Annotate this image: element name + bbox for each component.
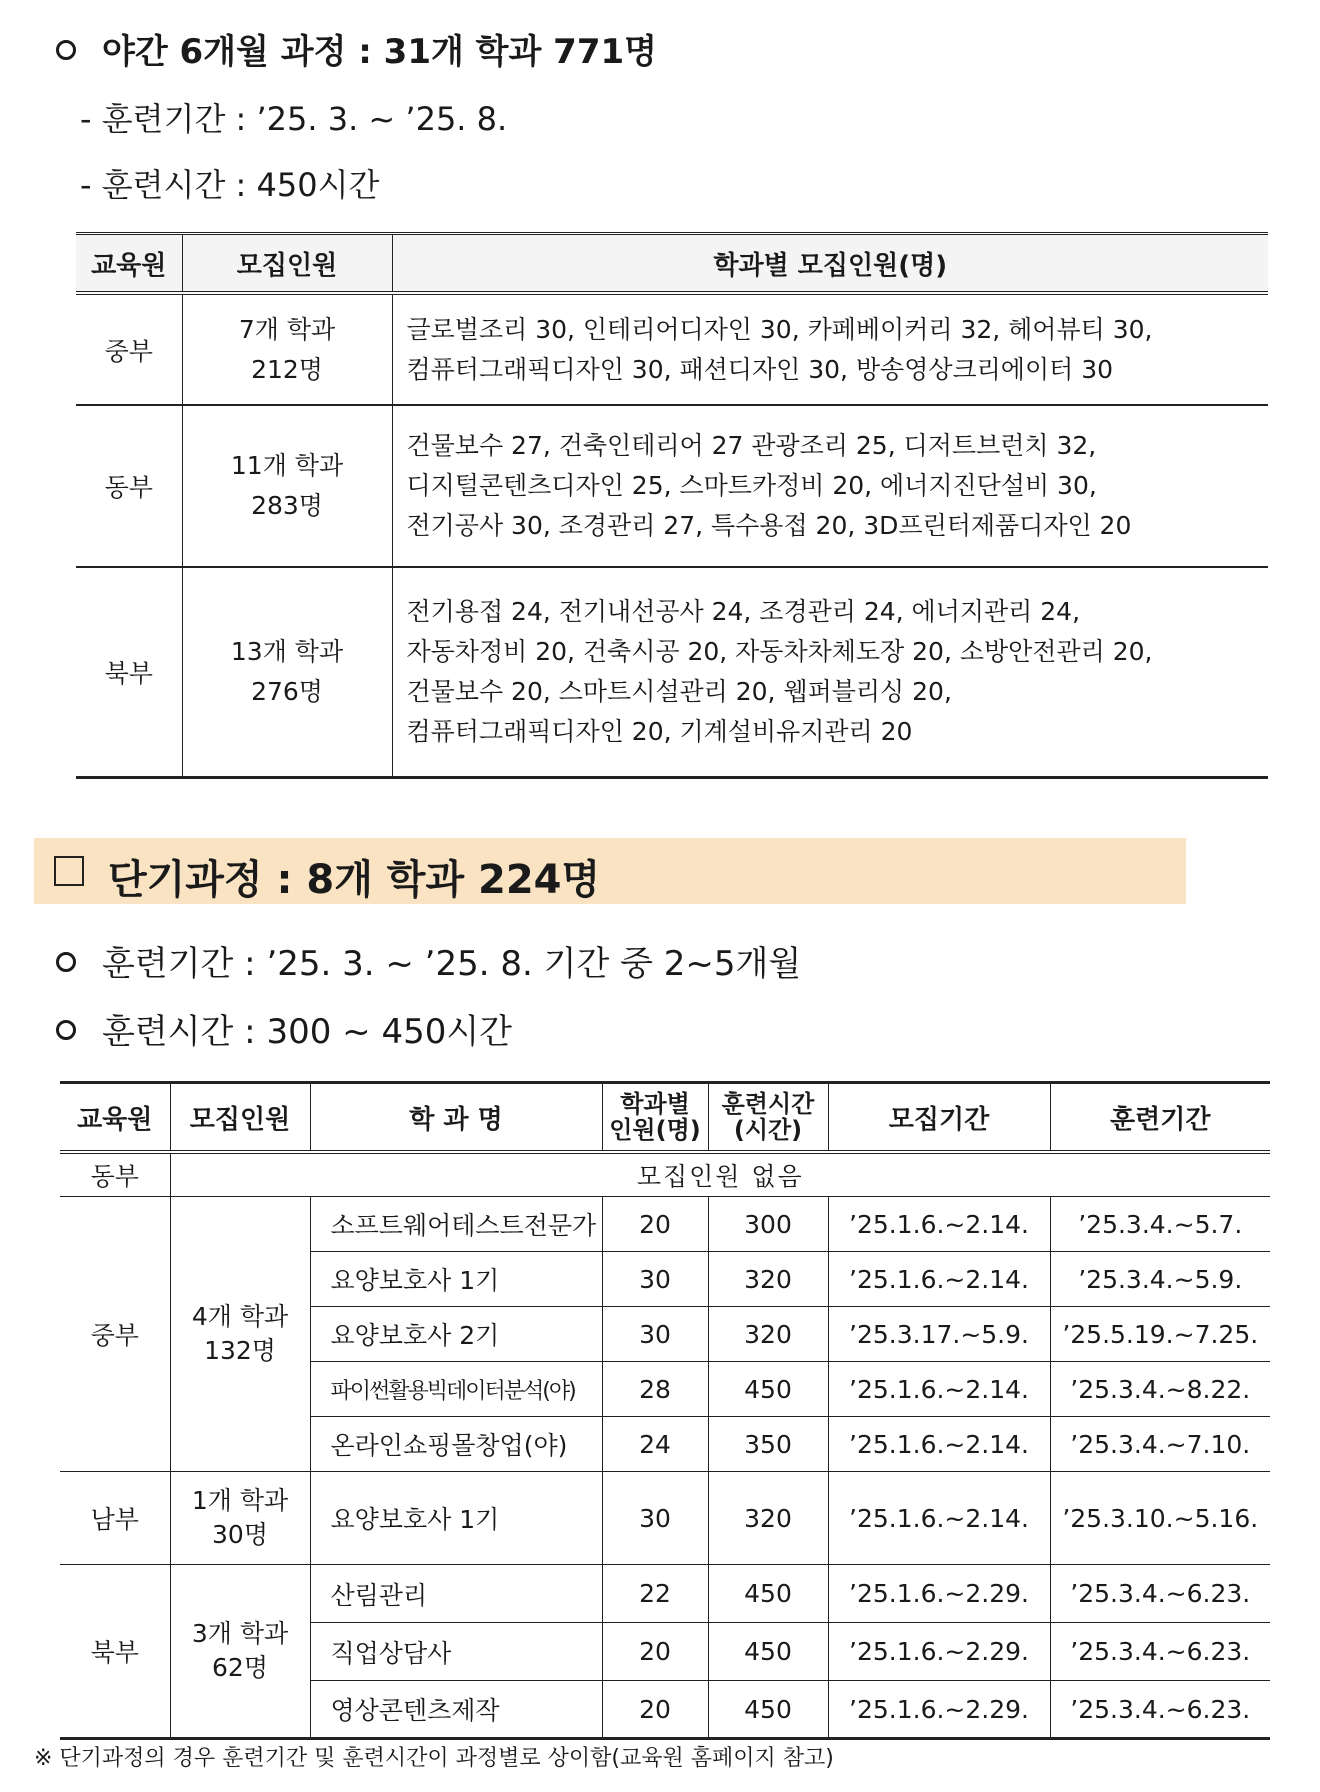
course-name: 산림관리	[310, 1565, 602, 1623]
count-cell	[170, 1197, 310, 1472]
course-name: 직업상담사	[310, 1623, 602, 1681]
circle-bullet-icon	[56, 40, 76, 60]
short-training-hours: 훈련시간 : 300 ~ 450시간	[102, 1012, 513, 1052]
course-count: 13개 학과	[230, 636, 344, 666]
night-course-title: 야간 6개월 과정 : 31개 학과 771명	[102, 32, 658, 72]
recruit-period-cell: ’25.1.6.~2.29.	[828, 1681, 1050, 1739]
header-line: (시간)	[733, 1116, 803, 1144]
center-cell: 동부	[76, 405, 182, 567]
recruit-period-cell: ’25.1.6.~2.14.	[828, 1472, 1050, 1565]
header-recruit-period: 모집기간	[828, 1083, 1050, 1153]
center-cell: 동부	[60, 1152, 170, 1197]
short-training-period: 훈련기간 : ’25. 3. ~ ’25. 8. 기간 중 2~5개월	[102, 944, 802, 984]
hours-cell: 450	[708, 1362, 828, 1417]
training-period-cell: ’25.3.4.~6.23.	[1050, 1681, 1270, 1739]
table-header-row	[60, 1083, 1270, 1153]
header-line: 인원(명)	[609, 1116, 701, 1144]
people-cell: 20	[602, 1623, 708, 1681]
training-period-cell: ’25.3.4.~5.7.	[1050, 1197, 1270, 1252]
center-cell: 중부	[60, 1197, 170, 1472]
course-list-line: 글로벌조리 30, 인테리어디자인 30, 카페베이커리 32, 헤어뷰티 30,	[406, 314, 1153, 344]
course-list-line: 건물보수 27, 건축인테리어 27 관광조리 25, 디저트브런치 32,	[406, 431, 1097, 460]
people-count: 283명	[251, 491, 323, 520]
course-name: 파이썬활용빅데이터분석(야)	[310, 1362, 602, 1417]
training-period-cell: ’25.3.4.~8.22.	[1050, 1362, 1270, 1417]
header-center: 교육원	[60, 1083, 170, 1153]
course-count: 1개 학과	[191, 1486, 289, 1515]
course-list-cell	[392, 405, 1268, 567]
course-name: 요양보호사 2기	[310, 1307, 602, 1362]
count-cell	[182, 567, 392, 777]
people-cell: 28	[602, 1362, 708, 1417]
short-course-title: 단기과정 : 8개 학과 224명	[108, 857, 601, 903]
course-count: 3개 학과	[191, 1619, 289, 1648]
night-course-table	[76, 232, 1268, 779]
night-training-period: - 훈련기간 : ’25. 3. ~ ’25. 8.	[80, 100, 508, 138]
course-list-line: 자동차정비 20, 건축시공 20, 자동차차체도장 20, 소방안전관리 20,	[406, 636, 1153, 666]
people-cell: 22	[602, 1565, 708, 1623]
count-cell	[170, 1472, 310, 1565]
people-count: 62명	[212, 1653, 268, 1682]
course-list-cell	[392, 567, 1268, 777]
course-count: 11개 학과	[230, 451, 344, 480]
table-row	[76, 405, 1268, 567]
recruit-period-cell: ’25.3.17.~5.9.	[828, 1307, 1050, 1362]
short-course-table	[60, 1081, 1270, 1740]
hours-cell: 320	[708, 1307, 828, 1362]
header-course-list: 학과별 모집인원(명)	[392, 234, 1268, 294]
count-cell	[170, 1565, 310, 1739]
course-list-line: 디지털콘텐츠디자인 25, 스마트카정비 20, 에너지진단설비 30,	[406, 471, 1097, 500]
hours-cell: 300	[708, 1197, 828, 1252]
hours-cell: 320	[708, 1472, 828, 1565]
course-count: 7개 학과	[238, 314, 336, 344]
header-line: 학과별	[620, 1090, 690, 1118]
course-name: 요양보호사 1기	[310, 1472, 602, 1565]
recruit-period-cell: ’25.1.6.~2.14.	[828, 1417, 1050, 1472]
people-count: 212명	[251, 354, 323, 384]
people-count: 30명	[212, 1520, 268, 1549]
hours-cell: 450	[708, 1681, 828, 1739]
course-list-line: 컴퓨터그래픽디자인 30, 패션디자인 30, 방송영상크리에이터 30	[406, 354, 1114, 384]
people-cell: 30	[602, 1472, 708, 1565]
header-people-per-course	[602, 1083, 708, 1153]
hours-cell: 320	[708, 1252, 828, 1307]
people-cell: 30	[602, 1252, 708, 1307]
count-cell	[182, 405, 392, 567]
center-cell: 중부	[76, 293, 182, 405]
table-row	[60, 1152, 1270, 1197]
header-count: 모집인원	[182, 234, 392, 294]
training-period-cell: ’25.3.4.~6.23.	[1050, 1623, 1270, 1681]
training-period-cell: ’25.5.19.~7.25.	[1050, 1307, 1270, 1362]
recruit-period-cell: ’25.1.6.~2.14.	[828, 1362, 1050, 1417]
header-line: 훈련시간	[721, 1090, 815, 1118]
training-period-cell: ’25.3.4.~5.9.	[1050, 1252, 1270, 1307]
center-cell: 북부	[60, 1565, 170, 1739]
short-training-hours-line	[56, 1004, 512, 1053]
no-recruit-cell: 모집인원 없음	[170, 1152, 1270, 1197]
header-count: 모집인원	[170, 1083, 310, 1153]
circle-bullet-icon	[56, 1020, 76, 1040]
people-cell: 20	[602, 1681, 708, 1739]
square-bullet-icon	[54, 856, 84, 886]
table-row	[76, 567, 1268, 777]
course-list-cell	[392, 293, 1268, 405]
course-list-line: 건물보수 20, 스마트시설관리 20, 웹퍼블리싱 20,	[406, 676, 952, 706]
hours-cell: 450	[708, 1565, 828, 1623]
course-name: 영상콘텐츠제작	[310, 1681, 602, 1739]
people-count: 276명	[251, 676, 323, 706]
people-cell: 24	[602, 1417, 708, 1472]
table-header-row	[76, 234, 1268, 294]
course-count: 4개 학과	[191, 1302, 289, 1331]
training-period-cell: ’25.3.4.~6.23.	[1050, 1565, 1270, 1623]
header-training-hours	[708, 1083, 828, 1153]
count-cell	[182, 293, 392, 405]
course-name: 요양보호사 1기	[310, 1252, 602, 1307]
recruit-period-cell: ’25.1.6.~2.14.	[828, 1197, 1050, 1252]
header-course-name: 학 과 명	[310, 1083, 602, 1153]
footnote: ※ 단기과정의 경우 훈련기간 및 훈련시간이 과정별로 상이함(교육원 홈페이지 참고)	[34, 1746, 834, 1771]
course-name: 소프트웨어테스트전문가	[310, 1197, 602, 1252]
recruit-period-cell: ’25.1.6.~2.29.	[828, 1623, 1050, 1681]
table-row	[60, 1565, 1270, 1623]
header-center: 교육원	[76, 234, 182, 294]
table-row	[76, 293, 1268, 405]
recruit-period-cell: ’25.1.6.~2.14.	[828, 1252, 1050, 1307]
course-list-line: 전기용접 24, 전기내선공사 24, 조경관리 24, 에너지관리 24,	[406, 596, 1081, 626]
training-period-cell: ’25.3.4.~7.10.	[1050, 1417, 1270, 1472]
table-row	[60, 1197, 1270, 1252]
hours-cell: 450	[708, 1623, 828, 1681]
training-period-cell: ’25.3.10.~5.16.	[1050, 1472, 1270, 1565]
short-training-period-line	[56, 936, 801, 985]
course-name: 온라인쇼핑몰창업(야)	[310, 1417, 602, 1472]
course-list-line: 전기공사 30, 조경관리 27, 특수용접 20, 3D프린터제품디자인 20	[406, 511, 1132, 540]
course-list-line: 컴퓨터그래픽디자인 20, 기계설비유지관리 20	[406, 716, 913, 746]
short-course-banner	[34, 838, 1186, 904]
night-training-hours: - 훈련시간 : 450시간	[80, 166, 380, 204]
people-cell: 20	[602, 1197, 708, 1252]
header-training-period: 훈련기간	[1050, 1083, 1270, 1153]
circle-bullet-icon	[56, 952, 76, 972]
hours-cell: 350	[708, 1417, 828, 1472]
people-count: 132명	[204, 1336, 276, 1365]
night-course-heading	[56, 24, 657, 73]
center-cell: 북부	[76, 567, 182, 777]
people-cell: 30	[602, 1307, 708, 1362]
center-cell: 남부	[60, 1472, 170, 1565]
table-row	[60, 1472, 1270, 1565]
recruit-period-cell: ’25.1.6.~2.29.	[828, 1565, 1050, 1623]
